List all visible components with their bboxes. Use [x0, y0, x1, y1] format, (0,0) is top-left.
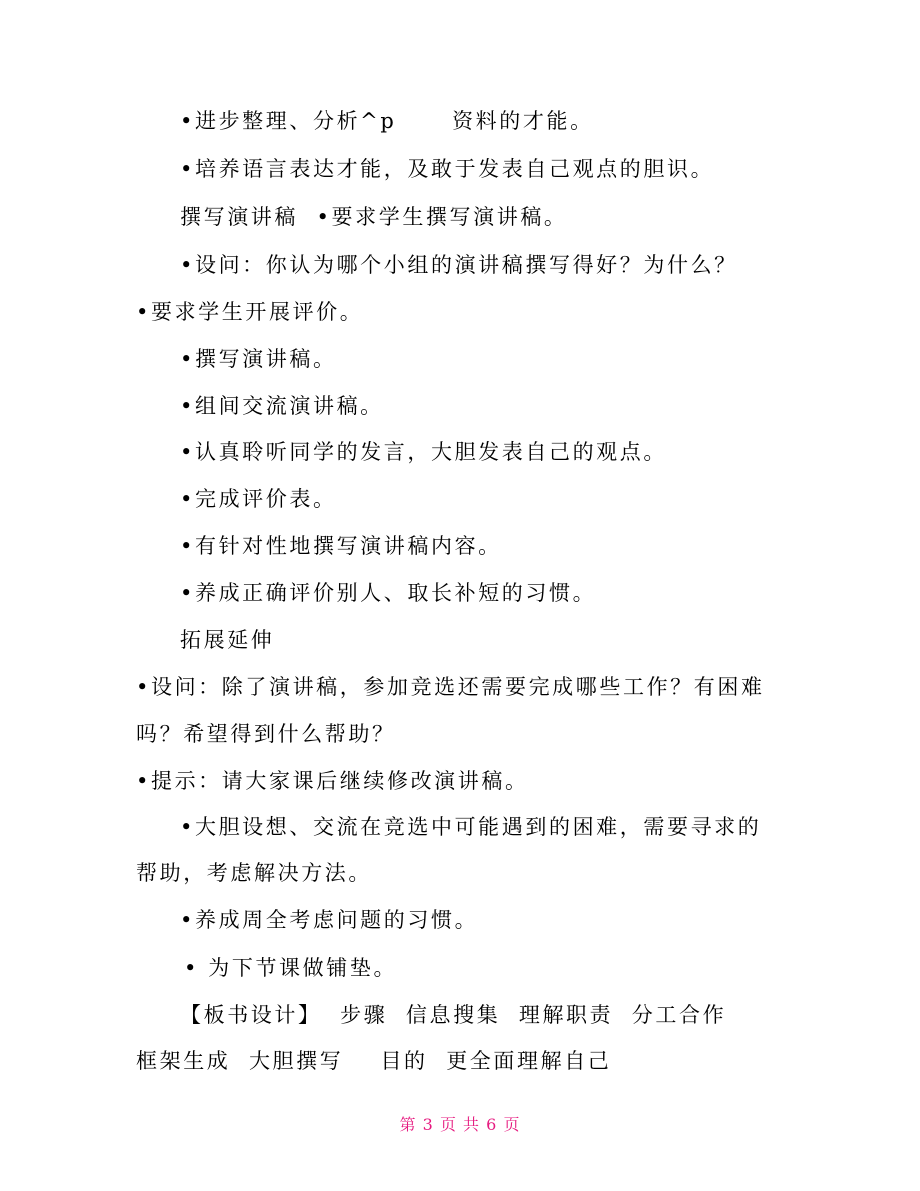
text-line: •培养语言表达才能，及敢于发表自己观点的胆识。 — [180, 157, 715, 181]
footer-page-prefix: 第 — [399, 1115, 417, 1134]
text-line: •设问：除了演讲稿，参加竞选还需要完成哪些工作？有困难 — [136, 675, 765, 699]
text-line: 帮助，考虑解决方法。 — [136, 861, 372, 885]
text-line: •养成周全考虑问题的习惯。 — [180, 908, 479, 932]
footer-page-word: 页 — [439, 1115, 457, 1134]
text-line: •撰写演讲稿。 — [180, 347, 337, 371]
text-line: •提示：请大家课后继续修改演讲稿。 — [136, 769, 529, 793]
footer-page-word-end: 页 — [503, 1115, 521, 1134]
text-line: •设问：你认为哪个小组的演讲稿撰写得好？为什么？ — [180, 253, 738, 277]
text-line: • 为下节课做铺垫。 — [184, 956, 398, 980]
text-line: 撰写演讲稿 •要求学生撰写演讲稿。 — [180, 205, 568, 229]
page-footer — [0, 1113, 920, 1137]
section-heading: 拓展延伸 — [180, 628, 275, 652]
text-line: •要求学生开展评价。 — [136, 300, 364, 324]
footer-current-page: 3 — [422, 1115, 434, 1134]
text-line: •完成评价表。 — [180, 487, 337, 511]
footer-total-pages: 6 — [486, 1115, 498, 1134]
footer-total-prefix: 共 — [463, 1115, 481, 1134]
text-line: •认真聆听同学的发言，大胆发表自己的观点。 — [180, 440, 667, 464]
board-design-line: 【板书设计】 步骤 信息搜集 理解职责 分工合作 — [180, 1003, 727, 1027]
text-line: •养成正确评价别人、取长补短的习惯。 — [180, 581, 597, 605]
board-design-line: 框架生成 大胆撰写 目的 更全面理解自己 — [136, 1049, 612, 1073]
text-line: 吗？希望得到什么帮助？ — [136, 722, 396, 746]
text-line: •组间交流演讲稿。 — [180, 394, 384, 418]
text-line: •有针对性地撰写演讲稿内容。 — [180, 534, 502, 558]
text-line: •大胆设想、交流在竞选中可能遇到的困难，需要寻求的 — [180, 815, 762, 839]
text-line: •进步整理、分析^p 资料的才能。 — [180, 109, 594, 133]
